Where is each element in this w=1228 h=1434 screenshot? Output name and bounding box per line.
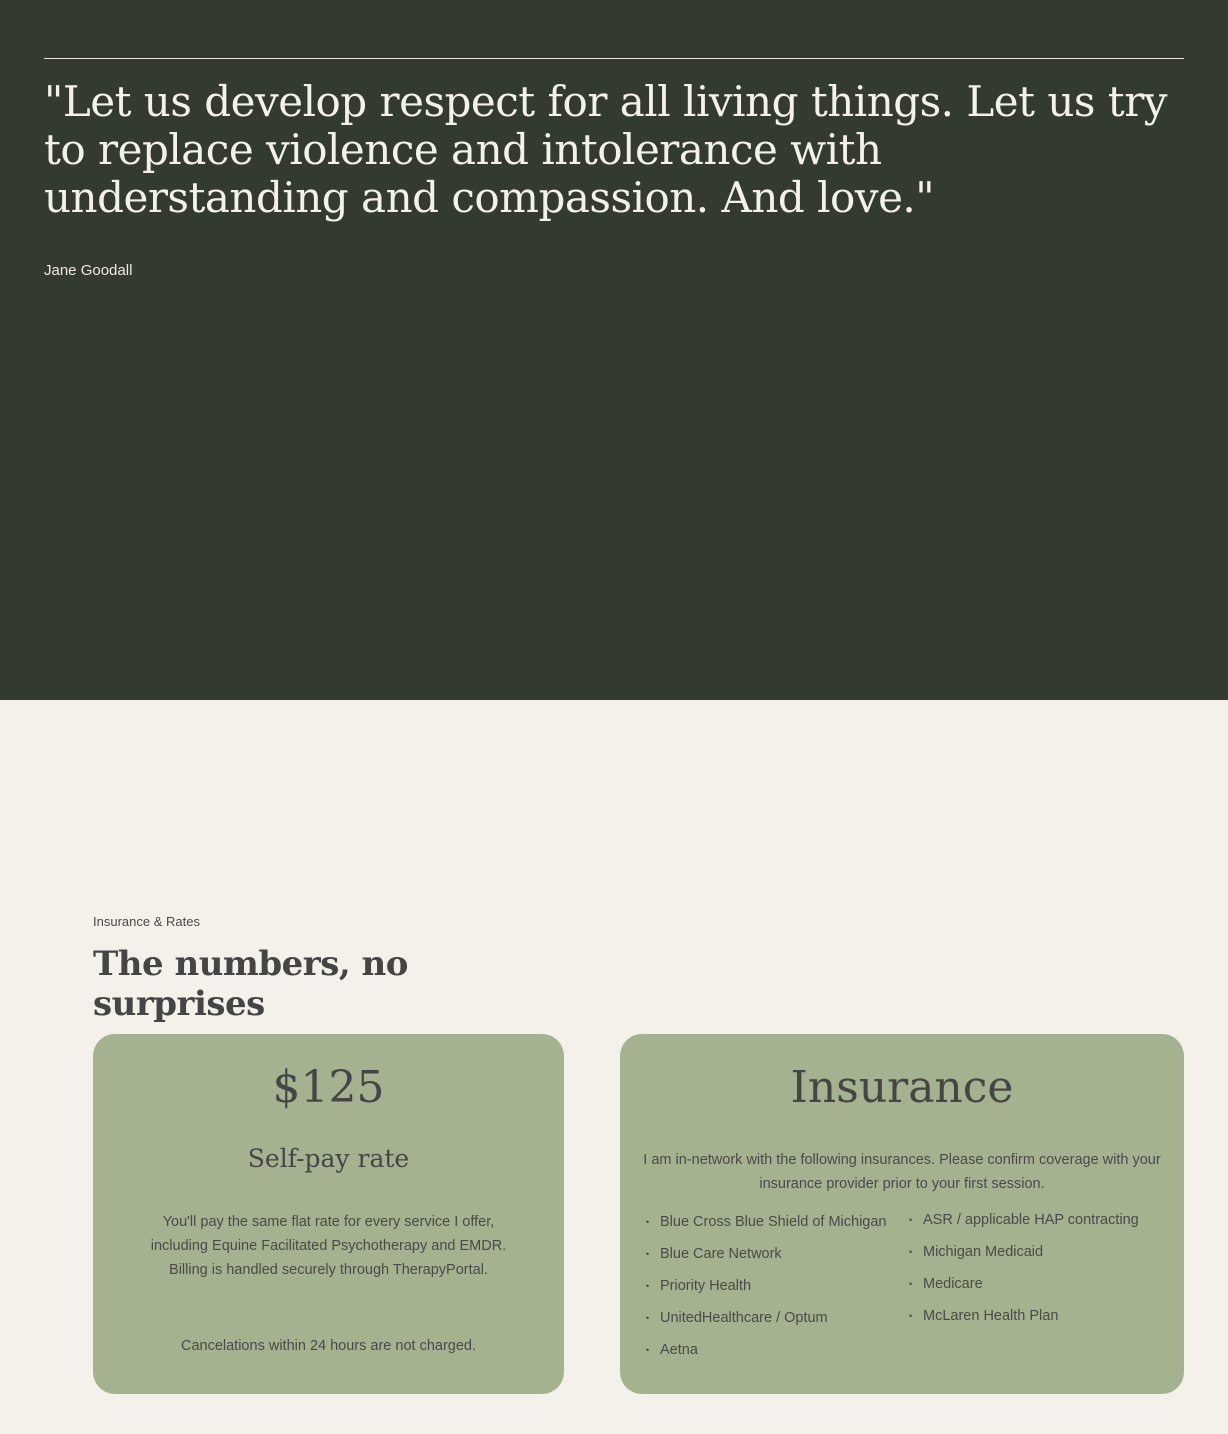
insurance-list-right (909, 1208, 1169, 1336)
self-pay-description: You'll pay the same flat rate for every service I offer, including Equine Facilitated Psychotherapy and EMDR. Billing is handled securely through TherapyPortal. (150, 1214, 507, 1278)
list-item: • Medicare (909, 1272, 1169, 1296)
list-item: • Aetna (646, 1338, 906, 1362)
insurance-title: Insurance (790, 1062, 1014, 1113)
list-item: • ASR / applicable HAP contracting (909, 1208, 1169, 1232)
list-item: • Blue Care Network (646, 1242, 906, 1266)
wave-divider (0, 640, 1228, 700)
insurance-description: I am in-network with the following insurances. Please confirm coverage with your insurance provider prior to your first session. (643, 1152, 1161, 1192)
section-title: The numbers, no surprises (93, 944, 408, 1024)
quote-divider (44, 58, 1184, 59)
list-item: • McLaren Health Plan (909, 1304, 1169, 1328)
self-pay-card (93, 1034, 564, 1394)
section-eyebrow: Insurance & Rates (93, 914, 200, 929)
quote-author: Jane Goodall (44, 262, 133, 279)
list-item: • Blue Cross Blue Shield of Michigan (646, 1210, 906, 1234)
self-pay-price: $125 (272, 1062, 385, 1113)
self-pay-subtitle: Self-pay rate (247, 1144, 410, 1173)
insurance-list-left (646, 1210, 906, 1370)
cancelation-note: Cancelations within 24 hours are not charged. (180, 1338, 476, 1354)
list-item: • UnitedHealthcare / Optum (646, 1306, 906, 1330)
quote-text: "Let us develop respect for all living things. Let us try to replace violence and intolerance with understanding and compassion. And love." (44, 77, 1167, 222)
insurance-card (620, 1034, 1184, 1394)
list-item: • Priority Health (646, 1274, 906, 1298)
quote-section (0, 0, 1228, 700)
list-item: • Michigan Medicaid (909, 1240, 1169, 1264)
